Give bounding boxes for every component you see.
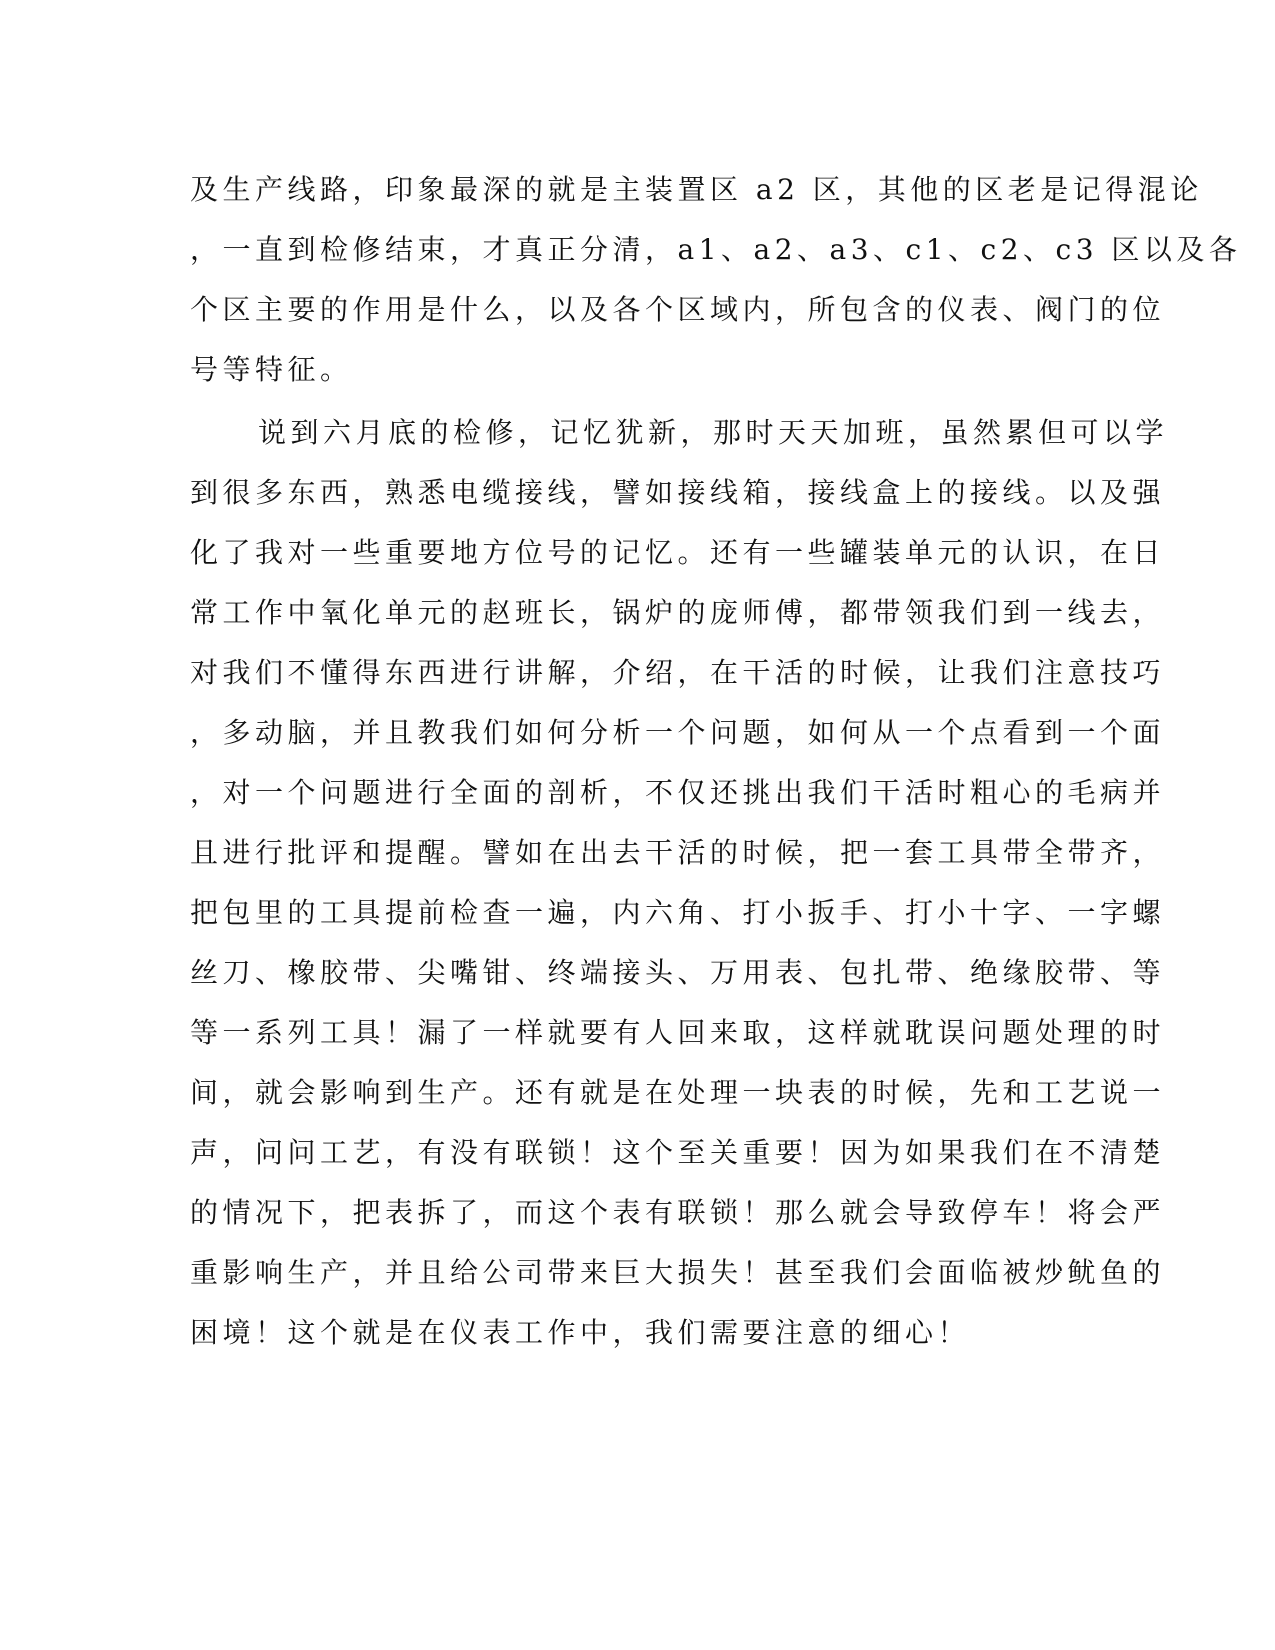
paragraph-2 [190, 403, 1169, 1363]
paragraph-1 [190, 160, 1242, 400]
body-text [190, 160, 1242, 1363]
text-line: 声，问问工艺，有没有联锁！这个至关重要！因为如果我们在不清楚 [190, 1136, 1166, 1169]
text-line: 化了我对一些重要地方位号的记忆。还有一些罐装单元的认识，在日 [190, 536, 1166, 569]
text-line: 间，就会影响到生产。还有就是在处理一块表的时候，先和工艺说一 [190, 1076, 1166, 1109]
text-line: 等一系列工具！漏了一样就要有人回来取，这样就耽误问题处理的时 [190, 1016, 1166, 1049]
text-line: 个区主要的作用是什么，以及各个区域内，所包含的仪表、阀门的位 [190, 293, 1166, 326]
text-line: 说到六月底的检修，记忆犹新，那时天天加班，虽然累但可以学 [258, 416, 1169, 449]
text-line: ，对一个问题进行全面的剖析，不仅还挑出我们干活时粗心的毛病并 [190, 776, 1166, 809]
text-line: ，一直到检修结束，才真正分清，a1、a2、a3、c1、c2、c3 区以及各 [190, 233, 1242, 266]
text-line: 及生产线路，印象最深的就是主装置区 a2 区，其他的区老是记得混论 [190, 173, 1203, 206]
text-line: 重影响生产，并且给公司带来巨大损失！甚至我们会面临被炒鱿鱼的 [190, 1256, 1166, 1289]
text-line: 对我们不懂得东西进行讲解，介绍，在干活的时候，让我们注意技巧 [190, 656, 1166, 689]
text-line: 困境！这个就是在仪表工作中，我们需要注意的细心！ [190, 1316, 971, 1349]
text-line: 到很多东西，熟悉电缆接线，譬如接线箱，接线盒上的接线。以及强 [190, 476, 1166, 509]
text-line: 丝刀、橡胶带、尖嘴钳、终端接头、万用表、包扎带、绝缘胶带、等 [190, 956, 1166, 989]
text-line: ，多动脑，并且教我们如何分析一个问题，如何从一个点看到一个面 [190, 716, 1166, 749]
text-line: 把包里的工具提前检查一遍，内六角、打小扳手、打小十字、一字螺 [190, 896, 1166, 929]
text-line: 常工作中氧化单元的赵班长，锅炉的庞师傅，都带领我们到一线去， [190, 596, 1166, 629]
text-line: 的情况下，把表拆了，而这个表有联锁！那么就会导致停车！将会严 [190, 1196, 1166, 1229]
text-line: 号等特征。 [190, 353, 353, 386]
text-line: 且进行批评和提醒。譬如在出去干活的时候，把一套工具带全带齐， [190, 836, 1166, 869]
